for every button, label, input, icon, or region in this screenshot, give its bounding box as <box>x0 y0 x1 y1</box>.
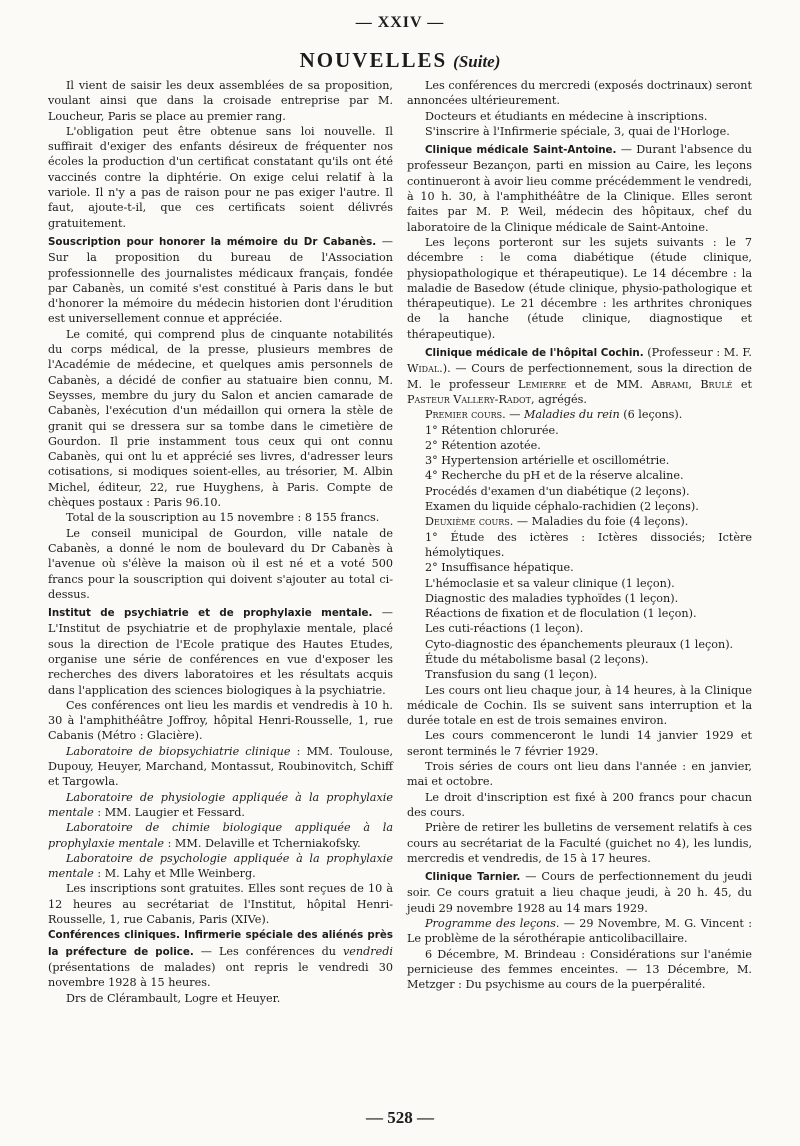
news-item-cochin <box>407 345 752 407</box>
paragraph: Ces conférences ont lieu les mardis et vendredis à 10 h. 30 à l'amphithéâtre Joffroy, hôpital Henri-Rousselle, 1, rue Cabanis (Métro : Glacière). <box>48 698 393 743</box>
lesson-item: 4° Recherche du pH et de la réserve alcaline. <box>425 469 684 483</box>
item-text: (Professeur : M. F. <box>643 346 752 360</box>
item-text: et de MM. <box>566 377 652 391</box>
paragraph: Le droit d'inscription est fixé à 200 francs pour chacun des cours. <box>407 790 752 819</box>
lesson-item: Étude du métabolisme basal (2 leçons). <box>425 652 649 666</box>
lesson-item: 1° Rétention chlorurée. <box>425 423 559 437</box>
lesson-item: Réactions de fixation et de floculation (1 leçon). <box>425 607 697 621</box>
item-heading: Institut de psychiatrie et de prophylaxie mentale. <box>48 607 373 620</box>
signature-line: Drs de Clérambault, Logre et Heuyer. <box>66 991 281 1005</box>
lesson-item: Transfusion du sang (1 leçon). <box>425 668 598 682</box>
page-title <box>0 48 800 73</box>
title-text: NOUVELLES <box>299 48 448 72</box>
page-number: — 528 — <box>366 1108 434 1127</box>
item-text: (présentations de malades) ont repris le vendredi 30 novembre 1928 à 15 heures. <box>48 960 393 990</box>
paragraph: Les inscriptions sont gratuites. Elles sont reçues de 10 à 12 heures au secrétariat de l'Institut, hôpital Henri-Rousselle, 1, rue Cabanis, Paris (XIVe). <box>48 882 393 927</box>
lesson-item: Examen du liquide céphalo-rachidien (2 leçons). <box>425 500 699 514</box>
title-suite: (Suite) <box>453 52 501 71</box>
programme <box>407 916 752 947</box>
lesson-item: Cyto-diagnostic des épanchements pleuraux (1 leçon). <box>425 637 734 651</box>
item-text: — L'Institut de psychiatrie et de prophylaxie mentale, placé sous la direction de l'Ecole pratique des Hautes Etudes, organise une série de conférences en vue d'exposer les recherches des divers laboratoires et les résultats acquis dans l'application des sciences biologiques à la psychiatrie. <box>48 606 393 697</box>
item-text: — Cours de perfectionnement du jeudi soir. Ce cours gratuit a lieu chaque jeudi, à 20 h. 45, du jeudi 29 novembre 1928 au 14 mars 1929. <box>407 870 752 915</box>
lab-entry <box>48 744 393 790</box>
lesson-item: Diagnostic des maladies typhoïdes (1 leçon). <box>425 591 679 605</box>
paragraph: L'obligation peut être obtenue sans loi nouvelle. Il suffirait d'exiger des enfants désireux de fréquenter nos écoles la production d'un certificat constatant qu'ils ont été vaccinés contre la diphtérie. On exige celui relatif à la variole. Il n'y a pas de raison pour ne pas exiger l'autre. Il faut, ajoute-t-il, que ces certificats soient délivrés gratuitement. <box>48 124 393 230</box>
item-text: — Sur la proposition du bureau de l'Association professionnelle des journalistes médicaux français, fondée par Cabanès, un comité s'est constitué à Paris dans le but d'honorer la mémoire du médecin historien dont l'érudition est universellement connue et appréciée. <box>48 234 393 326</box>
item-text-italic: vendredi <box>342 944 393 958</box>
lesson-item: Procédés d'examen d'un diabétique (2 leçons). <box>425 484 690 498</box>
lab-entry <box>48 851 393 882</box>
paragraph: Le comité, qui comprend plus de cinquante notabilités du corps médical, de la presse, plusieurs membres de l'Académie de médecine, et quelques amis personnels de Cabanès, a décidé de confier au statuaire bien connu, M. Seysses, membre du jury du Salon et ancien camarade de Cabanès, l'exécution d'un médaillon qui ornera la stèle de granit qui se dressera sur sa tombe dans le cimetière de Gourdon. Il prie instamment tous ceux qui ont connu Cabanès, qui ont lu et apprécié ses livres, d'adresser leurs cotisations, si modiques soient-elles, au trésorier, M. Albin Michel, éditeur, 22, rue Huyghens, à Paris. Compte de chèques postaux : Paris 96.10. <box>48 327 393 510</box>
item-text: — Les conférences du <box>193 944 343 958</box>
left-column <box>48 78 393 1006</box>
news-item-souscription <box>48 234 393 327</box>
item-text: .). — Cours de perfectionnement, sous la direction de M. le professeur <box>407 362 752 391</box>
paragraph: Les leçons porteront sur les sujets suivants : le 7 décembre : le coma diabétique (étude clinique, physiopathologique et thérapeutique). Le 14 décembre : la maladie de Basedow (étude clinique, physio-pathologique et thérapeutique). Le 21 décembre : les arthrites chroniques de la hanche (étude clinique, diagnostique et thérapeutique). <box>407 235 752 341</box>
course-heading <box>407 407 752 422</box>
paragraph: Docteurs et étudiants en médecine à inscriptions. <box>425 109 708 123</box>
paragraph: Il vient de saisir les deux assemblées de sa proposition, voulant ainsi que dans la croisade entreprise par M. Loucheur, Paris se place au premier rang. <box>48 79 393 123</box>
person-name: Pasteur Vallery-Radot <box>407 392 531 406</box>
person-name: Abrami <box>651 377 689 391</box>
paragraph: Les cours ont lieu chaque jour, à 14 heures, à la Clinique médicale de Cochin. Ils se suivent sans interruption et la durée totale en est de trois semaines environ. <box>407 683 752 728</box>
paragraph: S'inscrire à l'Infirmerie spéciale, 3, quai de l'Horloge. <box>425 124 730 138</box>
lab-name: Laboratoire de chimie biologique appliquée à la prophylaxie mentale <box>48 821 393 850</box>
lesson-item: 2° Insuffisance hépatique. <box>425 561 574 575</box>
course-heading <box>407 514 752 529</box>
lab-members: : MM. Toulouse, Dupouy, Heuyer, Marchand, Montassut, Roubinovitch, Schiff et Targowla. <box>48 744 393 789</box>
item-text: , agrégés. <box>530 392 587 406</box>
lesson-item: 3° Hypertension artérielle et oscillométrie. <box>425 454 670 468</box>
course-label: Deuxième cours <box>425 515 510 529</box>
item-heading: Clinique Tarnier. <box>425 871 521 884</box>
person-name: Lemierre <box>518 377 567 391</box>
lab-members: : MM. Delaville et Tcherniakofsky. <box>164 836 361 850</box>
course-sep: . — <box>502 408 524 422</box>
course-count: (6 leçons). <box>619 408 683 422</box>
lesson-item: 1° Étude des ictères : Ictères dissociés; Ictère hémolytiques. <box>425 530 752 559</box>
lesson-item: 2° Rétention azotée. <box>425 438 541 452</box>
paragraph: Les cours commenceront le lundi 14 janvier 1929 et seront terminés le 7 février 1929. <box>407 729 752 758</box>
lesson-item: Les cuti-réactions (1 leçon). <box>425 622 584 636</box>
paragraph: Le conseil municipal de Gourdon, ville natale de Cabanès, a donné le nom de boulevard du Dr Cabanès à l'avenue où s'élève la maison où il est né et a voté 500 francs pour la souscription qui doivent s'ajouter au total ci-dessus. <box>48 526 393 601</box>
item-text: et <box>732 377 752 391</box>
programme-text: — 29 Novembre, M. G. Vincent : Le problème de la sérothérapie anticolibacillaire. <box>407 917 752 946</box>
item-text: — Durant l'absence du professeur Bezançon, parti en mission au Caire, les leçons continueront à avoir lieu comme précédemment le vendredi, à 10 h. 30, à l'amphithéâtre de la Clinique. Elles seront faites par M. P. Weil, médecin des hôpitaux, chef du laboratoire de la Clinique médicale de Saint-Antoine. <box>407 143 752 234</box>
lab-members: : MM. Laugier et Fessard. <box>93 805 245 819</box>
lab-name: Laboratoire de psychologie appliquée à la prophylaxie mentale <box>48 851 393 881</box>
course-label: Premier cours <box>425 408 503 422</box>
paragraph: Prière de retirer les bulletins de versement relatifs à ces cours au secrétariat de la Faculté (guichet no 4), les lundis, mercredis et vendredis, de 15 à 17 heures. <box>407 821 752 865</box>
person-name: Widal <box>407 362 440 376</box>
lab-name: Laboratoire de physiologie appliquée à la prophylaxie mentale <box>48 790 393 819</box>
item-heading: Conférences cliniques. Infirmerie spéciale des aliénés près la préfecture de police. <box>48 929 393 958</box>
news-item-saint-antoine <box>407 142 752 235</box>
item-heading: Clinique médicale Saint-Antoine. <box>425 144 617 157</box>
course-topic: Maladies du rein <box>523 408 620 422</box>
item-text: , <box>688 377 701 391</box>
lab-name: Laboratoire de biopsychiatrie clinique <box>66 744 291 758</box>
lab-members: : M. Lahy et Mlle Weinberg. <box>93 867 256 881</box>
item-heading: Souscription pour honorer la mémoire du Dr Cabanès. <box>48 235 377 248</box>
paragraph: Les conférences du mercredi (exposés doctrinaux) seront annoncées ultérieurement. <box>407 79 752 108</box>
course-topic: . — Maladies du foie (4 leçons). <box>509 515 689 529</box>
lab-entry <box>48 790 393 821</box>
person-name: Brulé <box>700 377 733 391</box>
paragraph: Trois séries de cours ont lieu dans l'année : en janvier, mai et octobre. <box>407 760 752 789</box>
lesson-item: L'hémoclasie et sa valeur clinique (1 leçon). <box>425 576 675 590</box>
news-item-institut <box>48 605 393 698</box>
page-header: — XXIV — <box>355 14 445 31</box>
paragraph: 6 Décembre, M. Brindeau : Considérations sur l'anémie pernicieuse des femmes enceintes. — 13 Décembre, M. Metzger : Du psychisme au cours de la puerpéralité. <box>407 947 752 992</box>
programme-label: Programme des leçons. <box>425 917 560 931</box>
news-item-tarnier <box>407 869 752 916</box>
news-item-conferences <box>48 927 393 990</box>
right-column <box>407 78 752 993</box>
lab-entry <box>48 820 393 851</box>
item-heading: Clinique médicale de l'hôpital Cochin. <box>425 347 644 360</box>
paragraph: Total de la souscription au 15 novembre : 8 155 francs. <box>66 511 380 525</box>
